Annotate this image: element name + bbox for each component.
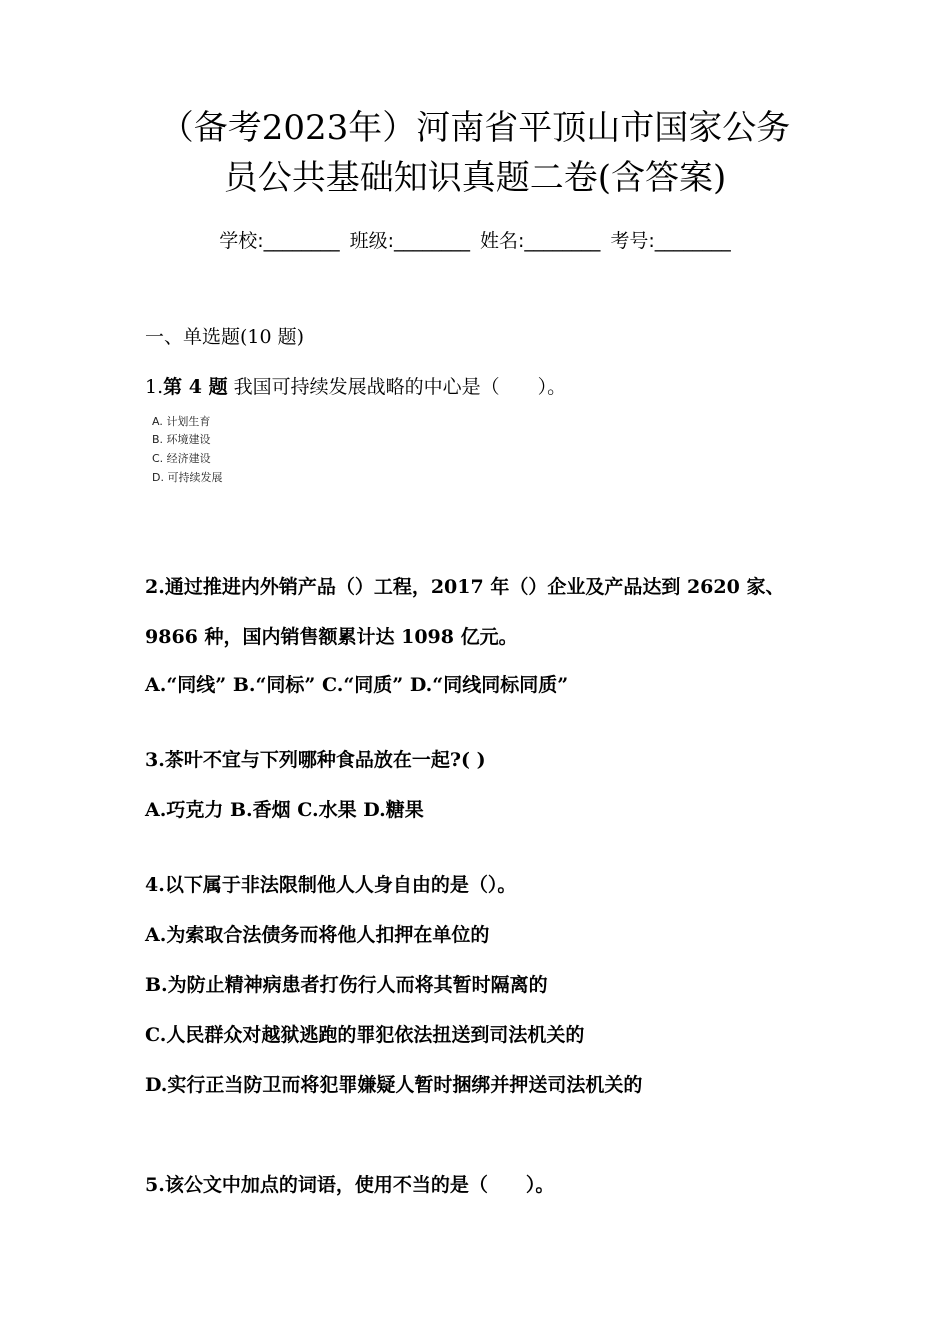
question-2-options: A.“同线” B.“同标” C.“同质” D.“同线同标同质” bbox=[145, 674, 569, 696]
question-1-option-d: D. 可持续发展 bbox=[152, 471, 223, 484]
question-4-option-a: A.为索取合法债务而将他人扣押在单位的 bbox=[145, 924, 490, 946]
question-4-option-c: C.人民群众对越狱逃跑的罪犯依法扭送到司法机关的 bbox=[145, 1024, 585, 1046]
question-1-tag: 第 4 题 bbox=[163, 376, 228, 398]
exam-number-field: 考号:________ bbox=[610, 230, 731, 252]
student-info-row bbox=[0, 226, 950, 253]
question-2-line-1: 2.通过推进内外销产品（）工程，2017 年（）企业及产品达到 2620 家、 bbox=[145, 576, 785, 598]
question-1 bbox=[145, 372, 566, 399]
question-2-line-2: 9866 种，国内销售额累计达 1098 亿元。 bbox=[145, 626, 518, 648]
question-1-text: 我国可持续发展战略的中心是（ ）。 bbox=[227, 376, 567, 398]
question-1-option-c: C. 经济建设 bbox=[152, 452, 211, 465]
class-field: 班级:________ bbox=[349, 230, 470, 252]
question-4-option-d: D.实行正当防卫而将犯罪嫌疑人暂时捆绑并押送司法机关的 bbox=[145, 1074, 643, 1096]
question-3-options: A.巧克力 B.香烟 C.水果 D.糖果 bbox=[145, 799, 424, 821]
question-1-option-b: B. 环境建设 bbox=[152, 433, 211, 446]
document-title-line-1: （备考2023年）河南省平顶山市国家公务 bbox=[159, 108, 791, 148]
question-4-option-b: B.为防止精神病患者打伤行人而将其暂时隔离的 bbox=[145, 974, 548, 996]
name-field: 姓名:________ bbox=[480, 230, 601, 252]
question-5: 5.该公文中加点的词语，使用不当的是（ ）。 bbox=[145, 1174, 555, 1196]
school-field: 学校:________ bbox=[219, 230, 340, 252]
question-4: 4.以下属于非法限制他人人身自由的是（）。 bbox=[145, 874, 517, 896]
question-3: 3.茶叶不宜与下列哪种食品放在一起?( ) bbox=[145, 749, 486, 771]
document-title-line-2: 员公共基础知识真题二卷(含答案) bbox=[223, 158, 727, 198]
question-1-option-a: A. 计划生育 bbox=[152, 415, 211, 428]
section-heading: 一、单选题(10 题) bbox=[145, 326, 305, 348]
question-1-prefix: 1. bbox=[145, 376, 164, 398]
